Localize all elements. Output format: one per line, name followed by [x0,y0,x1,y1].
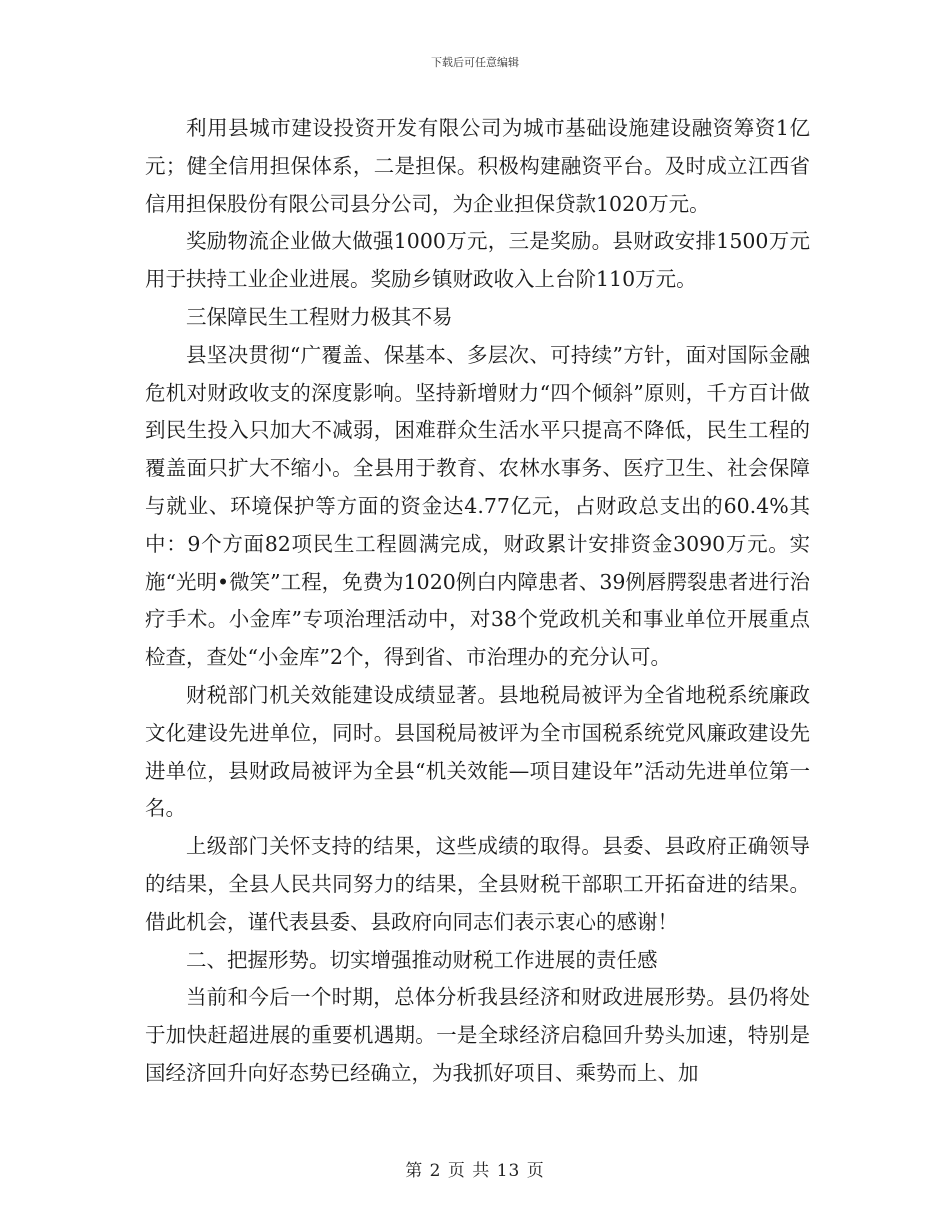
section-heading: 二、把握形势。切实增强推动财税工作进展的责任感 [186,947,658,972]
paragraph: 上级部门关怀支持的结果，这些成绩的取得。县委、县政府正确领导的结果，全县人民共同努力的结果，全县财税干部职工开拓奋进的结果。借此机会，谨代表县委、县政府向同志们表示衷心的感谢！ [145,834,810,934]
paragraph: 利用县城市建设投资开发有限公司为城市基础设施建设融资筹资1亿元；健全信用担保体系，二是担保。积极构建融资平台。及时成立江西省信用担保股份有限公司县分公司，为企业担保贷款1020万元。 [145,116,810,216]
document-body [145,110,810,1093]
section-heading: 三保障民生工程财力极其不易 [186,304,453,329]
page-number: 第 2 页 共 13 页 [405,1161,545,1181]
paragraph: 县坚决贯彻“广覆盖、保基本、多层次、可持续”方针，面对国际金融危机对财政收支的深度影响。坚持新增财力“四个倾斜”原则，千方百计做到民生投入只加大不减弱，困难群众生活水平只提高不降低，民生工程的覆盖面只扩大不缩小。全县用于教育、农林水事务、医疗卫生、社会保障与就业、环境保护等方面的资金达4.77亿元，占财政总支出的60.4%其中：9个方面82项民生工程圆满完成，财政累计安排资金3090万元。实施“光明•微笑”工程，免费为1020例白内障患者、39例唇腭裂患者进行治疗手术。小金库”专项治理活动中，对38个党政机关和事业单位开展重点检查，查处“小金库”2个，得到省、市治理办的充分认可。 [145,342,810,670]
page-header: 下载后可任意编辑 [431,56,519,69]
paragraph: 财税部门机关效能建设成绩显著。县地税局被评为全省地税系统廉政文化建设先进单位，同时。县国税局被评为全市国税系统党风廉政建设先进单位，县财政局被评为全县“机关效能—项目建设年”活动先进单位第一名。 [145,682,810,821]
paragraph: 当前和今后一个时期，总体分析我县经济和财政进展形势。县仍将处于加快赶超进展的重要机遇期。一是全球经济启稳回升势头加速，特别是国经济回升向好态势已经确立，为我抓好项目、乘势而上、加 [145,985,810,1085]
paragraph: 奖励物流企业做大做强1000万元，三是奖励。县财政安排1500万元用于扶持工业企业进展。奖励乡镇财政收入上台阶110万元。 [145,229,810,292]
